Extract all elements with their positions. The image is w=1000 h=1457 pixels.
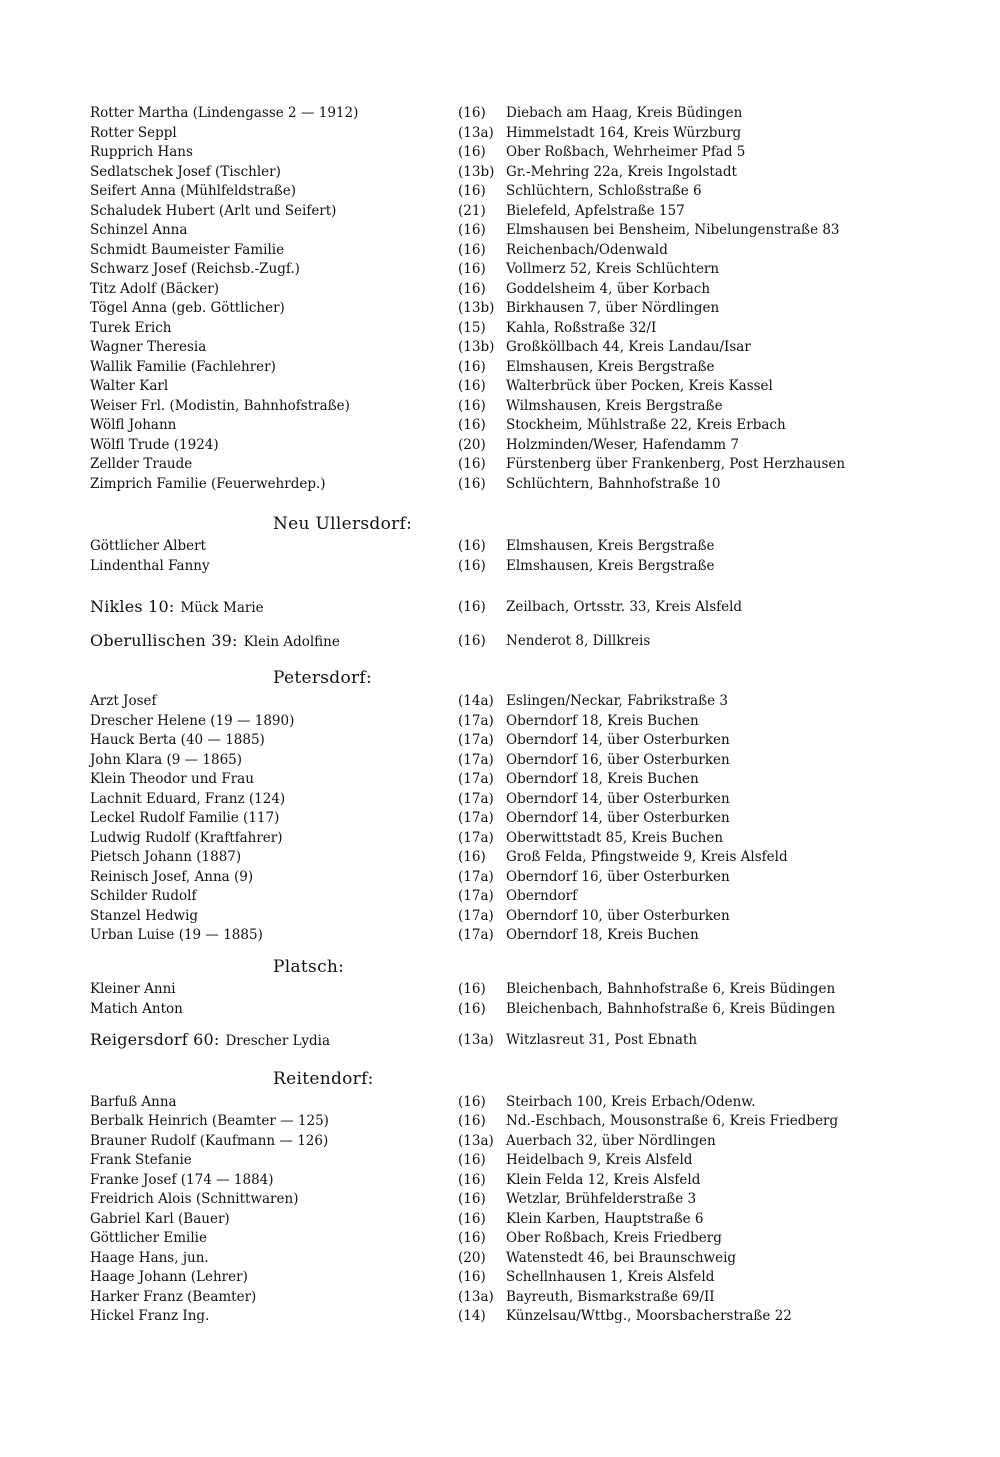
entry-postal-zone: (17a) (458, 791, 494, 807)
list-item (0, 1000, 1000, 1019)
entry-name: Zellder Traude (90, 456, 193, 472)
entry-postal-zone: (17a) (458, 713, 494, 729)
list-item (0, 731, 1000, 750)
entry-postal-zone: (21) (458, 203, 486, 219)
entry-postal-zone: (16) (458, 538, 486, 554)
place-heading-nikles: Nikles 10: (90, 597, 175, 616)
list-item (0, 751, 1000, 770)
entry-name: John Klara (9 — 1865) (90, 752, 243, 768)
list-item (0, 829, 1000, 848)
entry-name: Wagner Theresia (90, 339, 207, 355)
list-item (0, 770, 1000, 789)
entry-name: Göttlicher Albert (90, 538, 206, 554)
list-item (0, 124, 1000, 143)
entry-name: Berbalk Heinrich (Beamter — 125) (90, 1113, 329, 1129)
entry-address: Elmshausen, Kreis Bergstraße (506, 558, 715, 574)
entry-postal-zone: (13a) (458, 1032, 494, 1048)
entry-address: Ober Roßbach, Wehrheimer Pfad 5 (506, 144, 746, 160)
list-item (0, 1171, 1000, 1190)
entry-name: Weiser Frl. (Modistin, Bahnhofstraße) (90, 398, 350, 414)
entry-name: Freidrich Alois (Schnittwaren) (90, 1191, 299, 1207)
entry-postal-zone: (13b) (458, 164, 495, 180)
entry-address: Zeilbach, Ortsstr. 33, Kreis Alsfeld (506, 599, 743, 615)
entry-postal-zone: (13b) (458, 300, 495, 316)
entry-address: Oberndorf (506, 888, 578, 904)
list-item (0, 868, 1000, 887)
entry-postal-zone: (17a) (458, 752, 494, 768)
entry-postal-zone: (16) (458, 242, 486, 258)
place-heading-reigersdorf: Reigersdorf 60: (90, 1030, 220, 1049)
entry-name: Schaludek Hubert (Arlt und Seifert) (90, 203, 337, 219)
list-item (0, 1190, 1000, 1209)
entry-postal-zone: (16) (458, 456, 486, 472)
entry-address: Oberndorf 10, über Osterburken (506, 908, 730, 924)
list-item (0, 848, 1000, 867)
entry-address: Oberndorf 14, über Osterburken (506, 791, 730, 807)
entry-address: Witzlasreut 31, Post Ebnath (506, 1032, 698, 1048)
list-item (0, 1268, 1000, 1287)
entry-postal-zone: (20) (458, 437, 486, 453)
entry-postal-zone: (17a) (458, 927, 494, 943)
entry-address: Schellnhausen 1, Kreis Alsfeld (506, 1269, 715, 1285)
list-item (0, 1029, 1000, 1051)
list-item (0, 712, 1000, 731)
list-item (0, 202, 1000, 221)
entry-postal-zone: (16) (458, 1113, 486, 1129)
list-item (0, 280, 1000, 299)
list-item (0, 1307, 1000, 1326)
list-item (0, 1249, 1000, 1268)
entry-address: Groß Felda, Pfingstweide 9, Kreis Alsfeld (506, 849, 788, 865)
entry-postal-zone: (16) (458, 849, 486, 865)
entry-postal-zone: (16) (458, 476, 486, 492)
section-heading-reitendorf: Reitendorf: (273, 1069, 374, 1089)
entry-address: Gr.-Mehring 22a, Kreis Ingolstadt (506, 164, 737, 180)
entry-address: Heidelbach 9, Kreis Alsfeld (506, 1152, 693, 1168)
list-item (0, 260, 1000, 279)
list-item (0, 221, 1000, 240)
entry-address: Auerbach 32, über Nördlingen (506, 1133, 716, 1149)
list-item (0, 319, 1000, 338)
entry-name: Wölfl Johann (90, 417, 177, 433)
entry-address: Künzelsau/Wttbg., Moorsbacherstraße 22 (506, 1308, 792, 1324)
entry-postal-zone: (16) (458, 981, 486, 997)
entry-name: Urban Luise (19 — 1885) (90, 927, 263, 943)
list-item (0, 241, 1000, 260)
list-item (0, 557, 1000, 576)
entry-address: Fürstenberg über Frankenberg, Post Herzhausen (506, 456, 846, 472)
entry-address: Watenstedt 46, bei Braunschweig (506, 1250, 737, 1266)
entry-address: Bleichenbach, Bahnhofstraße 6, Kreis Büdingen (506, 981, 836, 997)
entry-postal-zone: (16) (458, 359, 486, 375)
entry-name: Franke Josef (174 — 1884) (90, 1172, 274, 1188)
entry-name: Stanzel Hedwig (90, 908, 199, 924)
list-item (0, 809, 1000, 828)
entry-postal-zone: (13a) (458, 1133, 494, 1149)
entry-name: Rotter Seppl (90, 125, 177, 141)
entry-postal-zone: (16) (458, 398, 486, 414)
entry-address: Birkhausen 7, über Nördlingen (506, 300, 720, 316)
entry-address: Elmshausen bei Bensheim, Nibelungenstraße 83 (506, 222, 840, 238)
entry-name: Drescher Lydia (225, 1033, 331, 1049)
entry-postal-zone: (14) (458, 1308, 486, 1324)
entry-postal-zone: (16) (458, 1152, 486, 1168)
entry-address: Steirbach 100, Kreis Erbach/Odenw. (506, 1094, 756, 1110)
entry-address: Nenderot 8, Dillkreis (506, 633, 651, 649)
list-item (0, 163, 1000, 182)
list-item (0, 790, 1000, 809)
entry-name: Barfuß Anna (90, 1094, 177, 1110)
entry-name: Lindenthal Fanny (90, 558, 210, 574)
list-item (0, 596, 1000, 618)
entry-postal-zone: (16) (458, 105, 486, 121)
entry-name: Mück Marie (180, 600, 264, 616)
entry-address: Großköllbach 44, Kreis Landau/Isar (506, 339, 751, 355)
entry-address: Kahla, Roßstraße 32/I (506, 320, 657, 336)
entry-name: Tögel Anna (geb. Göttlicher) (90, 300, 285, 316)
entry-postal-zone: (13b) (458, 339, 495, 355)
entry-name: Harker Franz (Beamter) (90, 1289, 257, 1305)
entry-name: Titz Adolf (Bäcker) (90, 281, 219, 297)
list-item (0, 887, 1000, 906)
entry-name: Lachnit Eduard, Franz (124) (90, 791, 286, 807)
entry-name: Hauck Berta (40 — 1885) (90, 732, 265, 748)
list-item (0, 1132, 1000, 1151)
list-item (0, 630, 1000, 652)
entry-address: Klein Karben, Hauptstraße 6 (506, 1211, 704, 1227)
entry-postal-zone: (17a) (458, 732, 494, 748)
list-item (0, 1229, 1000, 1248)
entry-address: Reichenbach/Odenwald (506, 242, 668, 258)
entry-address: Elmshausen, Kreis Bergstraße (506, 538, 715, 554)
entry-postal-zone: (17a) (458, 771, 494, 787)
entry-postal-zone: (16) (458, 144, 486, 160)
entry-name: Rotter Martha (Lindengasse 2 — 1912) (90, 105, 359, 121)
entry-name: Wallik Familie (Fachlehrer) (90, 359, 276, 375)
entry-name: Schwarz Josef (Reichsb.-Zugf.) (90, 261, 300, 277)
entry-address: Nd.-Eschbach, Mousonstraße 6, Kreis Friedberg (506, 1113, 839, 1129)
entry-postal-zone: (16) (458, 378, 486, 394)
entry-address: Oberndorf 16, über Osterburken (506, 869, 730, 885)
entry-postal-zone: (17a) (458, 869, 494, 885)
entry-name: Brauner Rudolf (Kaufmann — 126) (90, 1133, 329, 1149)
entry-name: Sedlatschek Josef (Tischler) (90, 164, 281, 180)
entry-name: Kleiner Anni (90, 981, 176, 997)
entry-address: Oberndorf 18, Kreis Buchen (506, 771, 699, 787)
entry-postal-zone: (16) (458, 183, 486, 199)
entry-address: Oberndorf 14, über Osterburken (506, 732, 730, 748)
entry-name: Zimprich Familie (Feuerwehrdep.) (90, 476, 326, 492)
entry-name: Hickel Franz Ing. (90, 1308, 210, 1324)
entry-name: Gabriel Karl (Bauer) (90, 1211, 230, 1227)
entry-name: Matich Anton (90, 1001, 183, 1017)
list-item (0, 1210, 1000, 1229)
entry-address: Oberndorf 14, über Osterburken (506, 810, 730, 826)
entry-name: Schilder Rudolf (90, 888, 197, 904)
list-item (0, 416, 1000, 435)
list-item (0, 537, 1000, 556)
list-item (0, 104, 1000, 123)
place-heading-oberullischen: Oberullischen 39: (90, 631, 238, 650)
entry-address: Bielefeld, Apfelstraße 157 (506, 203, 685, 219)
list-item (0, 907, 1000, 926)
entry-address: Schlüchtern, Schloßstraße 6 (506, 183, 702, 199)
entry-name: Haage Johann (Lehrer) (90, 1269, 248, 1285)
list-item (0, 980, 1000, 999)
list-item (0, 299, 1000, 318)
entry-postal-zone: (16) (458, 633, 486, 649)
entry-name: Pietsch Johann (1887) (90, 849, 242, 865)
entry-name: Schinzel Anna (90, 222, 188, 238)
entry-address: Oberwittstadt 85, Kreis Buchen (506, 830, 724, 846)
entry-postal-zone: (16) (458, 222, 486, 238)
entry-name: Wölfl Trude (1924) (90, 437, 219, 453)
entry-address: Himmelstadt 164, Kreis Würzburg (506, 125, 742, 141)
section-heading-petersdorf: Petersdorf: (273, 668, 373, 688)
entry-address: Ober Roßbach, Kreis Friedberg (506, 1230, 722, 1246)
list-item (0, 143, 1000, 162)
entry-address: Bayreuth, Bismarkstraße 69/II (506, 1289, 715, 1305)
entry-postal-zone: (16) (458, 417, 486, 433)
entry-postal-zone: (16) (458, 261, 486, 277)
entry-postal-zone: (16) (458, 1094, 486, 1110)
entry-address: Holzminden/Weser, Hafendamm 7 (506, 437, 739, 453)
entry-name: Frank Stefanie (90, 1152, 192, 1168)
entry-postal-zone: (17a) (458, 810, 494, 826)
entry-postal-zone: (15) (458, 320, 486, 336)
entry-address: Goddelsheim 4, über Korbach (506, 281, 711, 297)
entry-name: Reinisch Josef, Anna (9) (90, 869, 254, 885)
list-item (0, 475, 1000, 494)
entry-address: Elmshausen, Kreis Bergstraße (506, 359, 715, 375)
list-item (0, 692, 1000, 711)
entry-postal-zone: (13a) (458, 125, 494, 141)
entry-name-with-place (90, 630, 340, 653)
entry-address: Walterbrück über Pocken, Kreis Kassel (506, 378, 773, 394)
entry-postal-zone: (17a) (458, 830, 494, 846)
entry-name: Seifert Anna (Mühlfeldstraße) (90, 183, 297, 199)
entry-address: Wetzlar, Brühfelderstraße 3 (506, 1191, 697, 1207)
entry-postal-zone: (16) (458, 1230, 486, 1246)
entry-name: Arzt Josef (90, 693, 157, 709)
entry-address: Oberndorf 18, Kreis Buchen (506, 927, 699, 943)
entry-postal-zone: (20) (458, 1250, 486, 1266)
entry-postal-zone: (16) (458, 558, 486, 574)
entry-postal-zone: (16) (458, 1191, 486, 1207)
entry-name: Rupprich Hans (90, 144, 193, 160)
entry-address: Eslingen/Neckar, Fabrikstraße 3 (506, 693, 728, 709)
entry-postal-zone: (17a) (458, 888, 494, 904)
entry-name: Turek Erich (90, 320, 172, 336)
entry-name: Haage Hans, jun. (90, 1250, 209, 1266)
entry-name: Drescher Helene (19 — 1890) (90, 713, 295, 729)
entry-postal-zone: (14a) (458, 693, 494, 709)
entry-address: Stockheim, Mühlstraße 22, Kreis Erbach (506, 417, 786, 433)
section-heading-neu-ullersdorf: Neu Ullersdorf: (273, 514, 413, 534)
list-item (0, 436, 1000, 455)
entry-address: Oberndorf 16, über Osterburken (506, 752, 730, 768)
entry-postal-zone: (16) (458, 281, 486, 297)
entry-name-with-place (90, 596, 264, 619)
list-item (0, 1112, 1000, 1131)
list-item (0, 377, 1000, 396)
entry-postal-zone: (16) (458, 599, 486, 615)
entry-name: Klein Adolfine (243, 634, 340, 650)
entry-name: Walter Karl (90, 378, 169, 394)
list-item (0, 1093, 1000, 1112)
list-item (0, 926, 1000, 945)
entry-postal-zone: (16) (458, 1172, 486, 1188)
entry-postal-zone: (16) (458, 1269, 486, 1285)
entry-address: Wilmshausen, Kreis Bergstraße (506, 398, 723, 414)
list-item (0, 358, 1000, 377)
list-item (0, 1151, 1000, 1170)
list-item (0, 1288, 1000, 1307)
entry-postal-zone: (16) (458, 1211, 486, 1227)
entry-name: Schmidt Baumeister Familie (90, 242, 285, 258)
entry-address: Klein Felda 12, Kreis Alsfeld (506, 1172, 701, 1188)
entry-address: Schlüchtern, Bahnhofstraße 10 (506, 476, 721, 492)
entry-address: Bleichenbach, Bahnhofstraße 6, Kreis Büdingen (506, 1001, 836, 1017)
entry-name: Ludwig Rudolf (Kraftfahrer) (90, 830, 283, 846)
entry-name: Göttlicher Emilie (90, 1230, 207, 1246)
list-item (0, 397, 1000, 416)
list-item (0, 338, 1000, 357)
entry-address: Diebach am Haag, Kreis Büdingen (506, 105, 743, 121)
entry-name: Klein Theodor und Frau (90, 771, 254, 787)
entry-address: Vollmerz 52, Kreis Schlüchtern (506, 261, 720, 277)
section-heading-platsch: Platsch: (273, 957, 345, 977)
entry-postal-zone: (16) (458, 1001, 486, 1017)
list-item (0, 182, 1000, 201)
entry-postal-zone: (17a) (458, 908, 494, 924)
list-item (0, 455, 1000, 474)
entry-address: Oberndorf 18, Kreis Buchen (506, 713, 699, 729)
entry-name: Leckel Rudolf Familie (117) (90, 810, 280, 826)
entry-postal-zone: (13a) (458, 1289, 494, 1305)
entry-name-with-place (90, 1029, 330, 1052)
